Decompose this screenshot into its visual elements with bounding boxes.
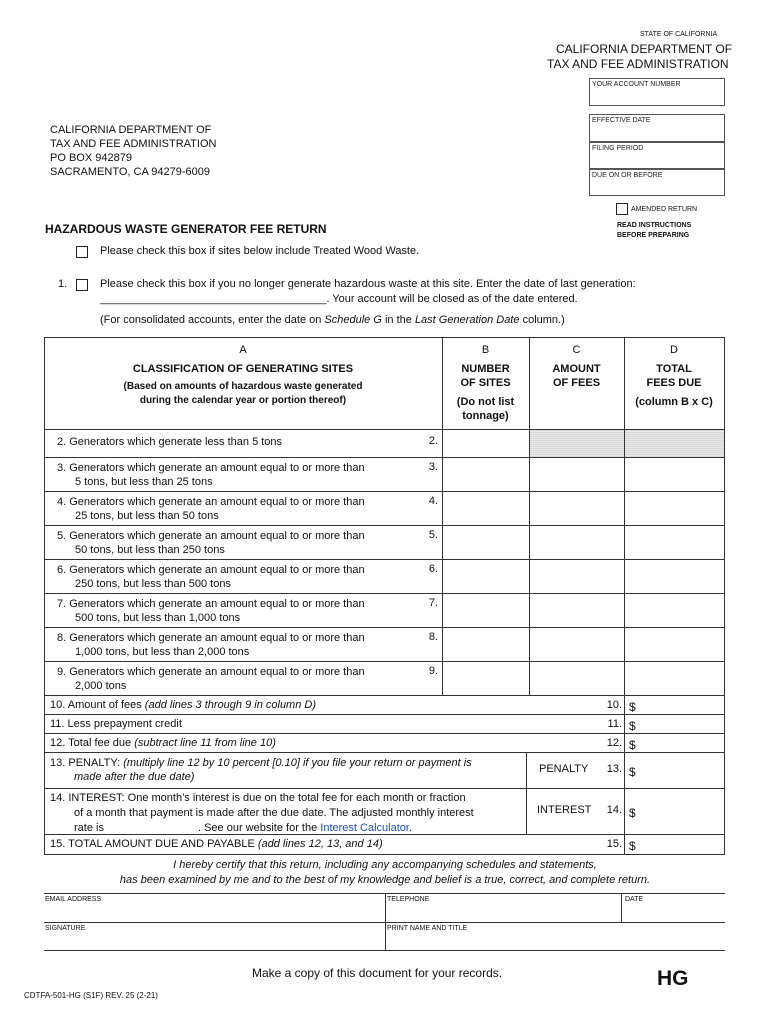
col-b-title2: OF SITES <box>460 377 511 389</box>
fee-amount-field[interactable] <box>530 526 624 558</box>
filing-period-field[interactable] <box>589 142 725 169</box>
line11-ref: 11. <box>607 718 622 730</box>
amended-return-label: AMENDED RETURN <box>631 206 698 213</box>
account-number-field[interactable] <box>589 78 725 106</box>
line14-number: 14. <box>50 792 66 804</box>
line10-label: Amount of fees <box>67 699 145 711</box>
due-date-field[interactable] <box>589 169 725 196</box>
form-id: CDTFA-501-HG (S1F) REV. 25 (2-21) <box>24 991 158 1000</box>
line10-text <box>50 699 316 711</box>
line12-ref: 12. <box>606 737 622 749</box>
account-closed-text: . Your account will be closed as of the date entered. <box>326 293 578 305</box>
row-description <box>57 563 365 591</box>
address-line2: TAX AND FEE ADMINISTRATION <box>50 138 217 150</box>
form-code: HG <box>657 967 689 990</box>
total-fee-field[interactable] <box>625 492 724 524</box>
line12-amount-field[interactable] <box>640 734 722 751</box>
col-b-sub1: (Do not list <box>456 396 515 408</box>
row-ref: 7. <box>428 597 438 609</box>
row-ref: 4. <box>428 495 438 507</box>
row-number: 2. <box>57 436 67 448</box>
row-number: 5. <box>57 530 67 542</box>
line14-rate-label: rate is <box>74 822 104 834</box>
no-longer-generate-checkbox[interactable] <box>76 279 88 291</box>
row-description <box>57 461 365 489</box>
line12-number: 12. <box>50 737 66 749</box>
row-description <box>57 435 282 449</box>
table-row <box>44 525 725 559</box>
line14-line1: INTEREST: One month’s interest is due on the total fee for each month or fraction <box>68 792 466 804</box>
col-a-title: CLASSIFICATION OF GENERATING SITES <box>132 363 354 375</box>
table-row <box>44 429 725 457</box>
certify-line2: has been examined by me and to the best of my knowledge and belief is a true, correct, and complete return. <box>119 874 651 886</box>
line14-ref: 14. <box>606 804 622 816</box>
col-a-sub1: (Based on amounts of hazardous waste generated <box>123 381 363 392</box>
line1-number: 1. <box>58 278 68 290</box>
row-line2: 25 tons, but less than 50 tons <box>75 510 219 522</box>
line13-number: 13. <box>50 757 66 769</box>
row-line2: 250 tons, but less than 500 tons <box>75 578 231 590</box>
table-row <box>44 491 725 525</box>
row-line1: Generators which generate an amount equal to or more than <box>69 564 365 576</box>
account-number-label: YOUR ACCOUNT NUMBER <box>592 81 681 88</box>
mailing-address <box>50 123 216 179</box>
treated-wood-checkbox[interactable] <box>76 246 88 258</box>
row-ref: 5. <box>428 529 438 541</box>
row-line1: Generators which generate less than 5 tons <box>69 436 283 448</box>
row-line1: Generators which generate an amount equal to or more than <box>69 496 365 508</box>
consolidated-note-schedule: Schedule G <box>324 314 382 326</box>
table-row <box>44 457 725 491</box>
total-fee-field[interactable] <box>625 594 724 626</box>
col-c-letter: C <box>572 344 581 356</box>
due-date-label: DUE ON OR BEFORE <box>592 172 663 179</box>
address-line4: SACRAMENTO, CA 94279-6009 <box>50 166 210 178</box>
read-instructions-line1: READ INSTRUCTIONS <box>617 222 692 229</box>
interest-label: INTEREST <box>537 804 592 816</box>
line14-amount-field[interactable] <box>640 789 722 833</box>
line15-dollar: $ <box>629 839 636 853</box>
row-ref: 9. <box>428 665 438 677</box>
line15-label: TOTAL AMOUNT DUE AND PAYABLE <box>68 838 258 850</box>
col-d-title1: TOTAL <box>656 363 692 375</box>
total-fee-field[interactable] <box>625 458 724 490</box>
row-line2: 50 tons, but less than 250 tons <box>75 544 225 556</box>
row-line2: 1,000 tons, but less than 2,000 tons <box>75 646 250 658</box>
fee-amount-field[interactable] <box>530 662 624 694</box>
amended-return-checkbox[interactable] <box>616 203 628 215</box>
line12-dollar: $ <box>629 738 636 752</box>
total-fee-field[interactable] <box>625 560 724 592</box>
last-generation-date-line <box>100 293 578 305</box>
effective-date-field[interactable] <box>589 114 725 142</box>
line11-number: 11. <box>50 718 65 730</box>
sites-count-field[interactable] <box>443 662 529 694</box>
dept-name-line1: CALIFORNIA DEPARTMENT OF <box>556 42 733 56</box>
line13-text <box>50 756 520 784</box>
row-line1: Generators which generate an amount equal to or more than <box>69 598 365 610</box>
row-number: 3. <box>57 462 67 474</box>
consolidated-note-column: Last Generation Date <box>414 314 520 326</box>
signature-field[interactable] <box>44 923 385 950</box>
row-number: 4. <box>57 496 67 508</box>
line14-line2: of a month that payment is made after the due date. The adjusted monthly interest <box>74 807 474 819</box>
row-number: 8. <box>57 632 67 644</box>
line13-dollar: $ <box>629 765 636 779</box>
sites-count-field[interactable] <box>443 560 529 592</box>
line13-ref: 13. <box>606 763 622 775</box>
line12-instruction: (subtract line 11 from line 10) <box>134 737 276 749</box>
fee-amount-field[interactable] <box>530 560 624 592</box>
date-label: DATE <box>625 896 644 903</box>
signature-label: SIGNATURE <box>45 925 86 932</box>
table-row <box>44 627 725 661</box>
consolidated-note-c: in the <box>381 314 415 326</box>
col-b-letter: B <box>481 344 490 356</box>
row-number: 7. <box>57 598 67 610</box>
telephone-label: TELEPHONE <box>387 896 430 903</box>
line11-amount-field[interactable] <box>640 715 722 732</box>
row-description <box>57 597 365 625</box>
line14-period: . <box>408 822 412 834</box>
col-d-title2: FEES DUE <box>646 377 702 389</box>
col-d-letter: D <box>670 344 678 356</box>
address-line3: PO BOX 942879 <box>50 152 132 164</box>
line12-label: Total fee due <box>68 737 135 749</box>
address-line1: CALIFORNIA DEPARTMENT OF <box>50 124 212 136</box>
sites-count-field[interactable] <box>443 492 529 524</box>
line13-label: PENALTY: <box>68 757 124 769</box>
col-a-letter: A <box>239 344 247 356</box>
date-field[interactable] <box>622 894 725 922</box>
line15-ref: 15. <box>606 838 622 850</box>
col-b-sub2: tonnage) <box>462 410 509 422</box>
total-fee-field[interactable] <box>625 526 724 558</box>
line12-text <box>50 737 276 749</box>
line10-ref: 10. <box>606 699 622 711</box>
row-ref: 2. <box>428 435 438 447</box>
row-description <box>57 529 365 557</box>
copy-note: Make a copy of this document for your records. <box>252 966 503 980</box>
line13-instruction: (multiply line 12 by 10 percent [0.10] if you file your return or payment is <box>123 757 472 769</box>
sites-count-field[interactable] <box>443 594 529 626</box>
row-ref: 6. <box>428 563 438 575</box>
last-generation-date-blank[interactable]: _____________________________________ <box>100 293 327 305</box>
fee-amount-field[interactable] <box>530 458 624 490</box>
sites-count-field[interactable] <box>443 628 529 660</box>
line10-dollar: $ <box>629 700 636 714</box>
sites-count-field[interactable] <box>443 526 529 558</box>
line15-amount-field[interactable] <box>640 835 722 853</box>
read-instructions-line2: BEFORE PREPARING <box>617 232 690 239</box>
row-description <box>57 665 365 693</box>
fee-amount-field[interactable] <box>530 594 624 626</box>
line13-amount-field[interactable] <box>640 753 722 787</box>
certify-line1: I hereby certify that this return, including any accompanying schedules and statements, <box>173 859 597 871</box>
line15-number: 15. <box>50 838 66 850</box>
table-row <box>44 593 725 627</box>
total-fee-field[interactable] <box>625 628 724 660</box>
row-line1: Generators which generate an amount equal to or more than <box>69 530 365 542</box>
sites-count-field[interactable] <box>443 458 529 490</box>
line14-website-text: . See our website for the <box>197 822 321 834</box>
table-row <box>44 661 725 695</box>
print-name-label: PRINT NAME AND TITLE <box>387 925 468 932</box>
row-line2: 5 tons, but less than 25 tons <box>75 476 213 488</box>
consolidated-note <box>100 314 565 326</box>
total-fee-field[interactable] <box>625 662 724 694</box>
col-c-title2: OF FEES <box>552 377 601 389</box>
state-label: STATE OF CALIFORNIA <box>640 31 718 38</box>
line14-text <box>50 791 525 836</box>
row-description <box>57 631 365 659</box>
line1-text: Please check this box if you no longer generate hazardous waste at this site. Enter the date of last generation: <box>100 278 636 290</box>
treated-wood-text: Please check this box if sites below include Treated Wood Waste. <box>100 245 420 257</box>
col-b-title1: NUMBER <box>461 363 510 375</box>
row-line1: Generators which generate an amount equal to or more than <box>69 632 365 644</box>
row-number: 6. <box>57 564 67 576</box>
line10-instruction: (add lines 3 through 9 in column D) <box>144 699 317 711</box>
consolidated-note-a: (For consolidated accounts, enter the date on <box>100 314 325 326</box>
row-line2: 2,000 tons <box>75 680 127 692</box>
line10-number: 10. <box>50 699 66 711</box>
line14-dollar: $ <box>629 806 636 820</box>
line15-text <box>50 838 383 850</box>
dept-name-line2: TAX AND FEE ADMINISTRATION <box>547 57 729 71</box>
line15-instruction: (add lines 12, 13, and 14) <box>257 838 383 850</box>
interest-calculator-link[interactable]: Interest Calculator <box>320 822 409 834</box>
table-row <box>44 559 725 593</box>
consolidated-note-e: column.) <box>519 314 565 326</box>
col-a-sub2: during the calendar year or portion thereof) <box>139 395 347 406</box>
row-line1: Generators which generate an amount equal to or more than <box>69 666 365 678</box>
filing-period-label: FILING PERIOD <box>592 145 644 152</box>
fee-table <box>44 337 725 855</box>
sites-count-field[interactable] <box>443 430 529 456</box>
row-line2: 500 tons, but less than 1,000 tons <box>75 612 241 624</box>
row-ref: 3. <box>428 461 438 473</box>
form-title: HAZARDOUS WASTE GENERATOR FEE RETURN <box>45 222 327 236</box>
row-ref: 8. <box>428 631 438 643</box>
fee-amount-field[interactable] <box>530 492 624 524</box>
telephone-field[interactable] <box>386 894 621 922</box>
effective-date-label: EFFECTIVE DATE <box>592 117 651 124</box>
line11-text <box>50 718 182 730</box>
print-name-field[interactable] <box>386 923 725 950</box>
line10-amount-field[interactable] <box>640 696 722 713</box>
line11-dollar: $ <box>629 719 636 733</box>
col-c-title1: AMOUNT <box>552 363 601 375</box>
row-line1: Generators which generate an amount equal to or more than <box>69 462 365 474</box>
penalty-label: PENALTY <box>539 763 589 775</box>
fee-amount-field[interactable] <box>530 628 624 660</box>
col-d-sub: (column B x C) <box>635 396 713 408</box>
line11-label: Less prepayment credit <box>67 718 182 730</box>
line13-instruction-cont: made after the due date) <box>74 771 195 783</box>
email-label: EMAIL ADDRESS <box>45 896 102 903</box>
row-description <box>57 495 365 523</box>
email-field[interactable] <box>44 894 385 922</box>
row-number: 9. <box>57 666 67 678</box>
